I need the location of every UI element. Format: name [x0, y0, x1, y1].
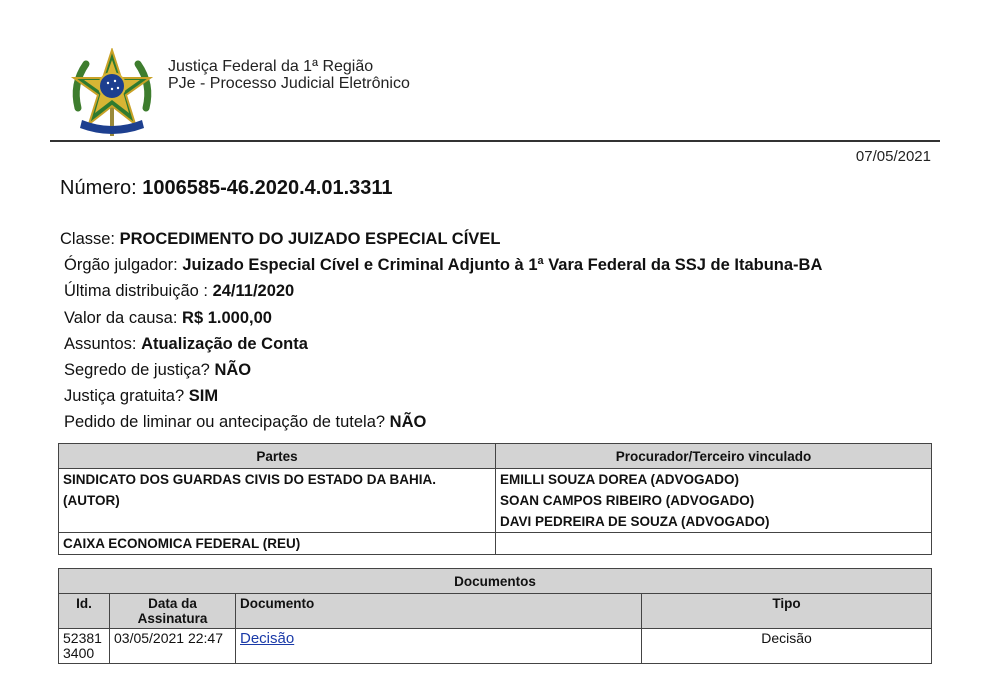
table-row — [59, 629, 932, 664]
documents-header-row — [59, 594, 932, 629]
document-id — [59, 629, 110, 664]
party-role: (AUTOR) — [63, 493, 120, 508]
process-number-label: Número: — [60, 177, 137, 199]
meta-value: PROCEDIMENTO DO JUIZADO ESPECIAL CÍVEL — [119, 230, 501, 248]
meta-value: 24/11/2020 — [212, 282, 295, 301]
documents-table — [58, 568, 932, 664]
process-number-value: 1006585-46.2020.4.01.3311 — [142, 177, 393, 199]
document-signature-date: 03/05/2021 22:47 — [110, 629, 236, 664]
meta-row-liminar — [60, 409, 822, 435]
meta-row-classe — [60, 226, 822, 252]
party-cell — [59, 469, 496, 533]
document-link[interactable]: Decisão — [240, 630, 295, 647]
document-id-part: 52381 — [63, 630, 102, 646]
meta-row-assuntos — [60, 331, 822, 357]
brazil-coat-of-arms-icon — [68, 48, 156, 138]
attorney-name: SOAN CAMPOS RIBEIRO (ADVOGADO) — [500, 493, 755, 508]
meta-value: R$ 1.000,00 — [182, 308, 272, 327]
attorney-name: EMILLI SOUZA DOREA (ADVOGADO) — [500, 472, 739, 487]
parties-header-row — [59, 444, 932, 469]
attorney-name: DAVI PEDREIRA DE SOUZA (ADVOGADO) — [500, 514, 770, 529]
meta-label: Segredo de justiça? — [64, 361, 210, 380]
attorney-cell — [496, 469, 932, 533]
date-header-line: Assinatura — [137, 611, 208, 626]
documents-title: Documentos — [59, 569, 932, 594]
attorney-column-header: Procurador/Terceiro vinculado — [496, 444, 932, 469]
document-type: Decisão — [642, 629, 932, 664]
document-name-cell — [236, 629, 642, 664]
meta-label: Pedido de liminar ou antecipação de tutela? — [64, 413, 386, 432]
meta-value: Atualização de Conta — [141, 334, 308, 353]
table-row — [59, 533, 932, 555]
meta-row-gratuita — [60, 383, 822, 409]
meta-row-segredo — [60, 357, 822, 383]
org-name: Justiça Federal da 1ª Região — [168, 58, 374, 75]
meta-value: NÃO — [389, 413, 427, 432]
party-name: SINDICATO DOS GUARDAS CIVIS DO ESTADO DA BAHIA. — [63, 472, 437, 487]
document-id-part: 3400 — [63, 645, 95, 661]
meta-label: Justiça gratuita? — [64, 387, 185, 406]
parties-table — [58, 443, 932, 555]
table-row — [59, 469, 932, 533]
meta-label: Valor da causa: — [64, 308, 178, 327]
meta-row-distribuicao — [60, 278, 822, 304]
meta-row-valor — [60, 305, 822, 331]
header-divider — [50, 140, 940, 142]
document-date: 07/05/2021 — [855, 148, 931, 165]
meta-label: Órgão julgador: — [64, 256, 178, 275]
type-column-header: Tipo — [642, 594, 932, 629]
date-column-header — [110, 594, 236, 629]
document-column-header: Documento — [236, 594, 642, 629]
attorney-cell — [496, 533, 932, 555]
process-number — [60, 177, 393, 200]
meta-label: Última distribuição : — [64, 282, 208, 301]
meta-value: NÃO — [214, 361, 252, 380]
parties-column-header: Partes — [59, 444, 496, 469]
party-cell — [59, 533, 496, 555]
meta-value: SIM — [188, 387, 219, 406]
process-metadata — [60, 226, 822, 436]
date-header-line: Data da — [148, 596, 197, 611]
documents-title-row — [59, 569, 932, 594]
id-column-header: Id. — [59, 594, 110, 629]
system-name: PJe - Processo Judicial Eletrônico — [168, 75, 410, 92]
party-name: CAIXA ECONOMICA FEDERAL (REU) — [63, 536, 301, 551]
meta-row-orgao — [60, 252, 822, 278]
meta-label: Classe: — [60, 230, 116, 248]
meta-label: Assuntos: — [64, 334, 137, 353]
meta-value: Juizado Especial Cível e Criminal Adjunto à 1ª Vara Federal da SSJ de Itabuna-BA — [182, 256, 823, 275]
